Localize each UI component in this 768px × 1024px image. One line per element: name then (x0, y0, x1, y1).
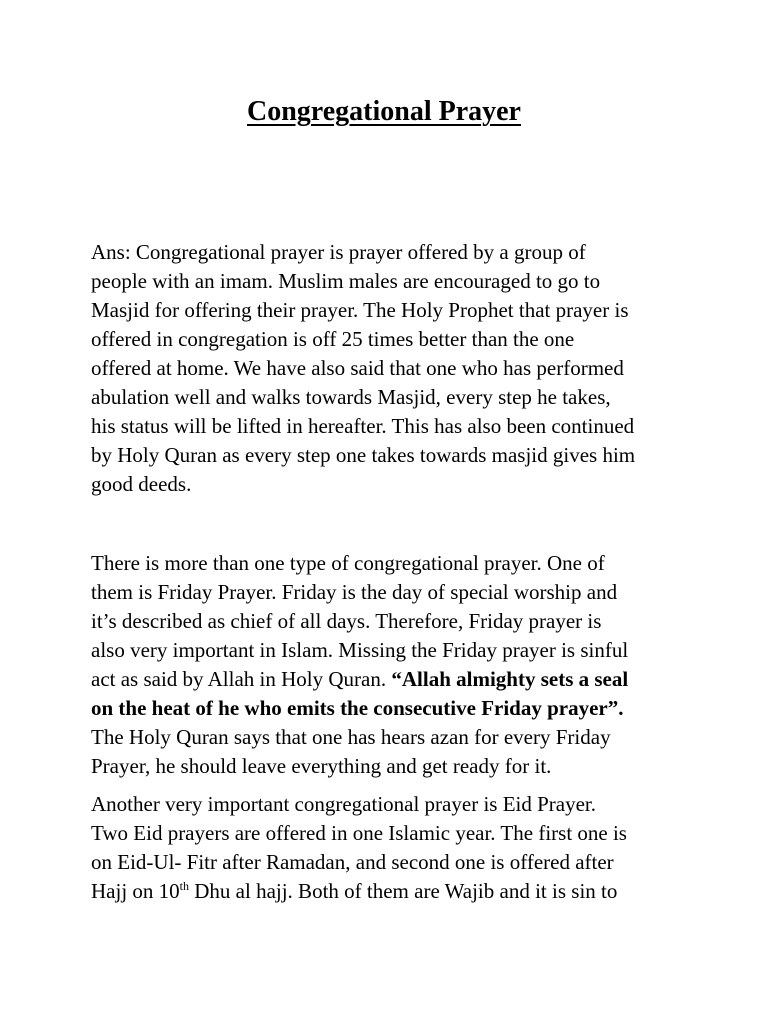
p2-line: them is Friday Prayer. Friday is the day of special worship and (91, 580, 618, 604)
p1-line: offered at home. We have also said that one who has performed (91, 356, 624, 380)
p2-line: also very important in Islam. Missing the Friday prayer is sinful (91, 638, 629, 662)
p3-line: Dhu al hajj. Both of them are Wajib and it is sin to (189, 879, 618, 903)
p1-line: Ans: Congregational prayer is prayer offered by a group of (91, 240, 586, 264)
paragraph-3 (91, 790, 691, 906)
p1-line: Masjid for offering their prayer. The Holy Prophet that prayer is (91, 298, 629, 322)
quran-quote-start: “Allah almighty sets a seal (391, 667, 629, 691)
p1-line: offered in congregation is off 25 times better than the one (91, 327, 575, 351)
p1-line: good deeds. (91, 472, 192, 496)
p2-line: There is more than one type of congregational prayer. One of (91, 551, 605, 575)
paragraph-2 (91, 549, 691, 781)
document-title: Congregational Prayer (247, 96, 521, 127)
p1-line: abulation well and walks towards Masjid, every step he takes, (91, 385, 611, 409)
p3-line: on Eid-Ul- Fitr after Ramadan, and second one is offered after (91, 850, 614, 874)
ordinal-superscript: th (179, 879, 189, 893)
p2-line: act as said by Allah in Holy Quran. (91, 667, 392, 691)
p3-line: Hajj on 10 (91, 879, 180, 903)
p1-line: people with an imam. Muslim males are encouraged to go to (91, 269, 601, 293)
p2-line: The Holy Quran says that one has hears azan for every Friday (91, 725, 611, 749)
p1-line: by Holy Quran as every step one takes towards masjid gives him (91, 443, 636, 467)
p3-line: Two Eid prayers are offered in one Islamic year. The first one is (91, 821, 627, 845)
p3-line: Another very important congregational prayer is Eid Prayer. (91, 792, 597, 816)
quran-quote-end: on the heat of he who emits the consecutive Friday prayer”. (91, 696, 624, 720)
p1-line: his status will be lifted in hereafter. This has also been continued (91, 414, 635, 438)
p2-line: it’s described as chief of all days. Therefore, Friday prayer is (91, 609, 602, 633)
paragraph-1 (91, 238, 691, 499)
p2-line: Prayer, he should leave everything and get ready for it. (91, 754, 552, 778)
